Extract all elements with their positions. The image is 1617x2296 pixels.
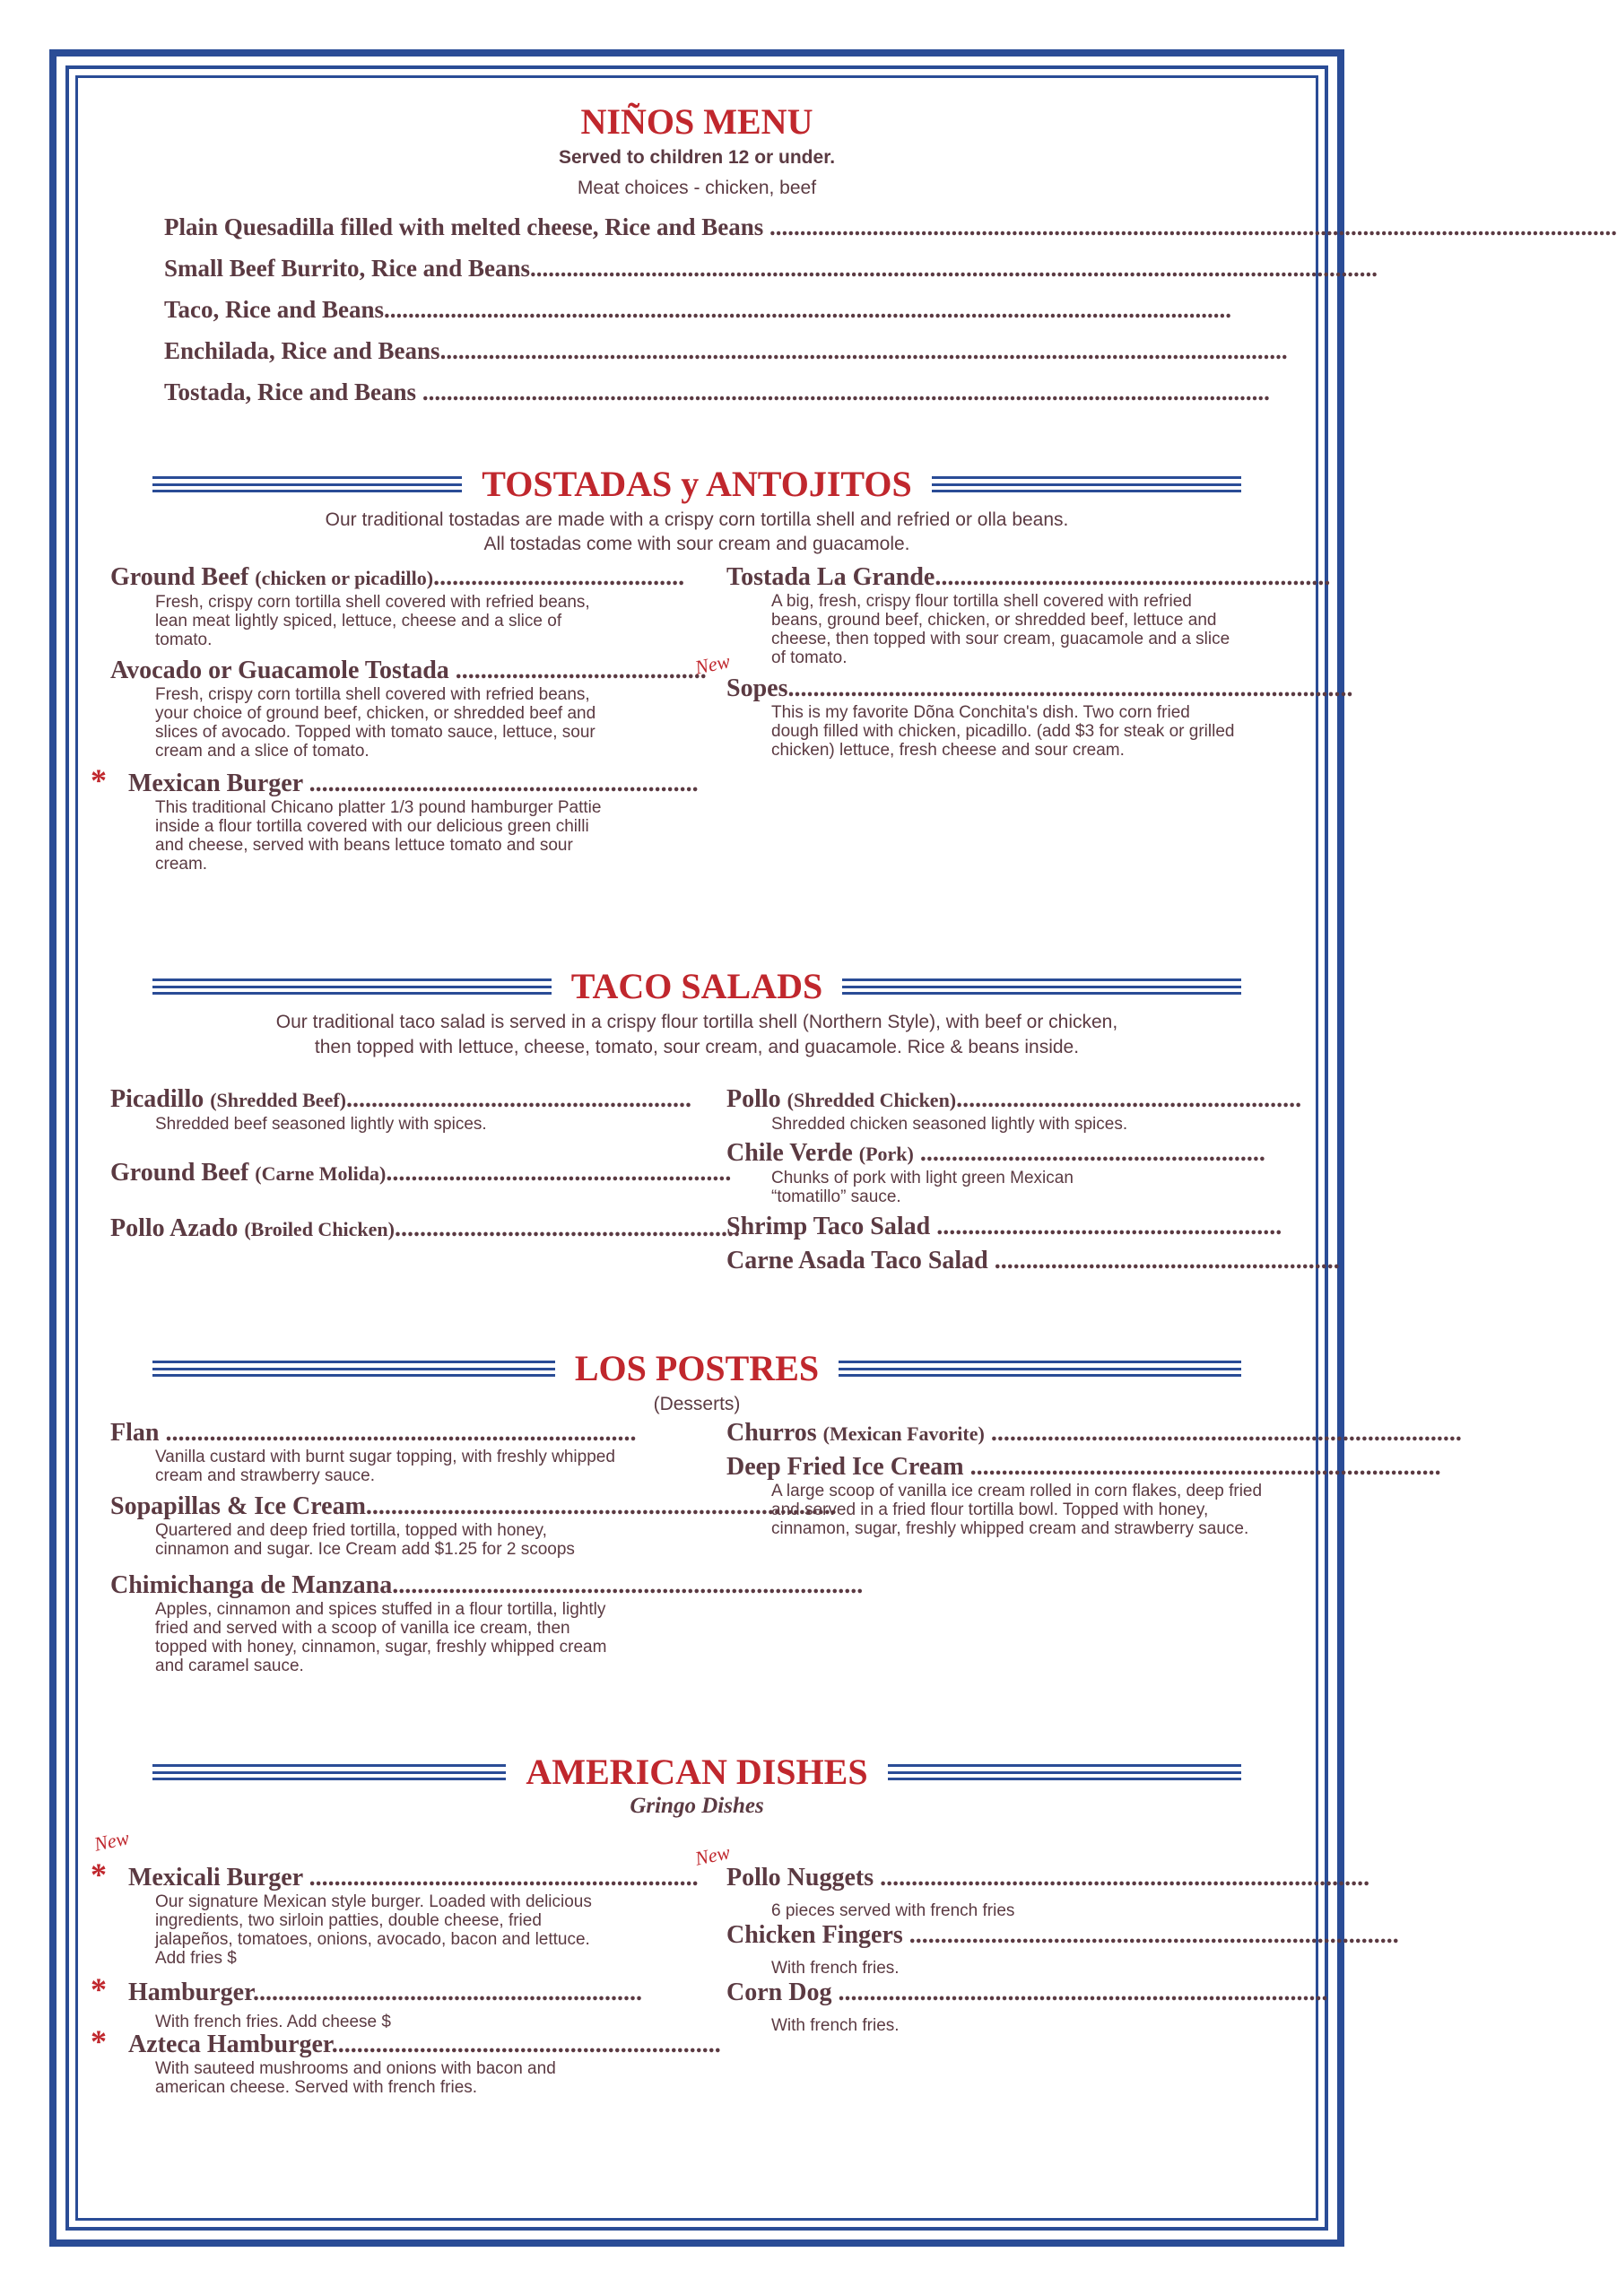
menu-item: Sopapillas & Ice Cream........................................................................... Quartered and deep fried tortilla, topped with honey, cinnamon and sugar. Ice Cream add $1.25 for 2 scoops <box>110 1492 837 1559</box>
menu-item: Sopes.......................................................................................... This is my favorite Dõna Conchita's dish. Two corn fried dough filled with chicken, picadillo. (add $3 for steak or grilled chicken) lettuce, fresh cheese and sour cream. <box>726 674 1353 760</box>
tostadas-intro: Our traditional tostadas are made with a crispy corn tortilla shell and refried or olla beans. <box>325 509 1069 530</box>
menu-item: Pollo Azado (Broiled Chicken)....................................................... <box>110 1214 740 1242</box>
tostadas-title: TOSTADAS y ANTOJITOS <box>482 464 912 504</box>
taco-salads-title: TACO SALADS <box>570 966 823 1006</box>
stripe-divider-right <box>842 978 1241 995</box>
stripe-divider-left <box>152 1361 555 1377</box>
american-title: AMERICAN DISHES <box>526 1752 868 1792</box>
stripe-divider-right <box>888 1764 1241 1780</box>
menu-item: Ground Beef (Carne Molida)....................................................... <box>110 1159 732 1187</box>
menu-item: * Mexicali Burger .............................................................. Our signature Mexican style burger. Loaded with delicious ingredients, two sirloin patties, double cheese, fried jalapeños, tomatoes, onions, avocado, bacon and lettuce. Add fries $ <box>91 1857 699 1968</box>
stripe-divider-left <box>152 476 462 492</box>
menu-item: Carne Asada Taco Salad ....................................................... <box>726 1247 1340 1274</box>
menu-item: Tostada La Grande............................................................... A big, fresh, crispy flour tortilla shell covered with refried beans, ground beef, chicken, or shredded beef, lettuce and cheese, then topped with sour cream, guacamole and a slice of tomato. <box>726 563 1331 667</box>
new-badge: New <box>91 1826 132 1856</box>
ninos-subtitle: Served to children 12 or under. <box>558 147 836 168</box>
menu-item: Flan ........................................................................... Vanilla custard with burnt sugar topping, with freshly whipped cream and strawberry sauce. <box>110 1419 637 1485</box>
menu-item: Chile Verde (Pork) ....................................................... Chunks of pork with light green Mexican “tomatillo” sauce. <box>726 1139 1265 1206</box>
american-heading <box>152 1751 1241 1794</box>
menu-item: Deep Fried Ice Cream ........................................................................... A large scoop of vanilla ice cream rolled in corn flakes, deep fried and served in a fried flour tortilla bowl. Topped with honey, cinnamon, sugar, freshly whipped cream and strawberry sauce. <box>726 1453 1441 1538</box>
star-icon: * <box>91 762 107 798</box>
menu-item: Shrimp Taco Salad ....................................................... <box>726 1213 1282 1240</box>
stripe-divider-right <box>839 1361 1241 1377</box>
postres-heading <box>152 1347 1241 1390</box>
menu-item: Pollo Nuggets .............................................................................. 6 pieces served with french fries <box>726 1864 1370 1920</box>
ninos-item: Small Beef Burrito, Rice and Beans............................................................................................................................................ <box>164 255 1378 282</box>
stripe-divider-left <box>152 1764 506 1780</box>
american-subtitle: Gringo Dishes <box>630 1794 764 1818</box>
menu-item: Churros (Mexican Favorite) ........................................................................... <box>726 1419 1462 1447</box>
menu-item: * Mexican Burger .............................................................. This traditional Chicano platter 1/3 pound hamburger Pattie inside a flour tortilla covered with our delicious green chilli and cheese, served with beans lettuce tomato and sour cream. <box>91 762 699 874</box>
star-icon: * <box>91 2023 107 2059</box>
taco-salads-heading <box>152 965 1241 1008</box>
postres-subtitle: (Desserts) <box>653 1394 741 1414</box>
stripe-divider-right <box>932 476 1241 492</box>
menu-item: Pollo (Shredded Chicken)....................................................... Shredded chicken seasoned lightly with spices. <box>726 1085 1302 1134</box>
ninos-item: Taco, Rice and Beans............................................................................................................................................ <box>164 296 1232 323</box>
ninos-item: Enchilada, Rice and Beans............................................................................................................................................ <box>164 337 1288 364</box>
new-badge: New <box>692 1840 733 1870</box>
new-badge: New <box>692 649 733 679</box>
taco-salads-intro: Our traditional taco salad is served in a crispy flour tortilla shell (Northern Style), with beef or chicken, <box>275 1012 1118 1032</box>
ninos-item: Tostada, Rice and Beans ............................................................................................................................................ <box>164 378 1270 405</box>
menu-item: * Hamburger.............................................................. With french fries. Add cheese $ <box>91 1971 642 2031</box>
stripe-divider-left <box>152 978 552 995</box>
menu-item: Ground Beef (chicken or picadillo)........................................ Fresh, crispy corn tortilla shell covered with refried beans, lean meat lightly spiced, lettuce, cheese and a slice of tomato. <box>110 563 685 649</box>
menu-item: * Azteca Hamburger.............................................................. With sauteed mushrooms and onions with bacon and american cheese. Served with french fries. <box>91 2023 721 2097</box>
tostadas-heading <box>152 463 1241 506</box>
ninos-note: Meat choices - chicken, beef <box>577 178 817 198</box>
menu-item: Chimichanga de Manzana........................................................................... Apples, cinnamon and spices stuffed in a flour tortilla, lightly fried and served with a scoop of vanilla ice cream, then topped with honey, cinnamon, sugar, freshly whipped cream and caramel sauce. <box>110 1571 864 1675</box>
menu-item: Picadillo (Shredded Beef)....................................................... Shredded beef seasoned lightly with spices. <box>110 1085 691 1134</box>
postres-title: LOS POSTRES <box>574 1348 820 1388</box>
ninos-item: Plain Quesadilla filled with melted cheese, Rice and Beans ............................................................................................................................................ <box>164 213 1617 240</box>
ninos-title: NIÑOS MENU <box>580 101 813 142</box>
taco-salads-intro: then topped with lettuce, cheese, tomato, sour cream, and guacamole. Rice & beans inside. <box>314 1037 1080 1057</box>
menu-item: Chicken Fingers .............................................................................. With french fries. <box>726 1921 1399 1978</box>
tostadas-intro: All tostadas come with sour cream and guacamole. <box>483 534 910 554</box>
menu-item: Avocado or Guacamole Tostada ........................................ Fresh, crispy corn tortilla shell covered with refried beans, your choice of ground beef, chicken, or shredded beef and slices of avocado. Topped with tomato sauce, lettuce, sour cream and a slice of tomato. <box>110 657 707 761</box>
menu-item: Corn Dog .............................................................................. With french fries. <box>726 1979 1328 2035</box>
star-icon: * <box>91 1971 107 2007</box>
star-icon: * <box>91 1857 107 1892</box>
